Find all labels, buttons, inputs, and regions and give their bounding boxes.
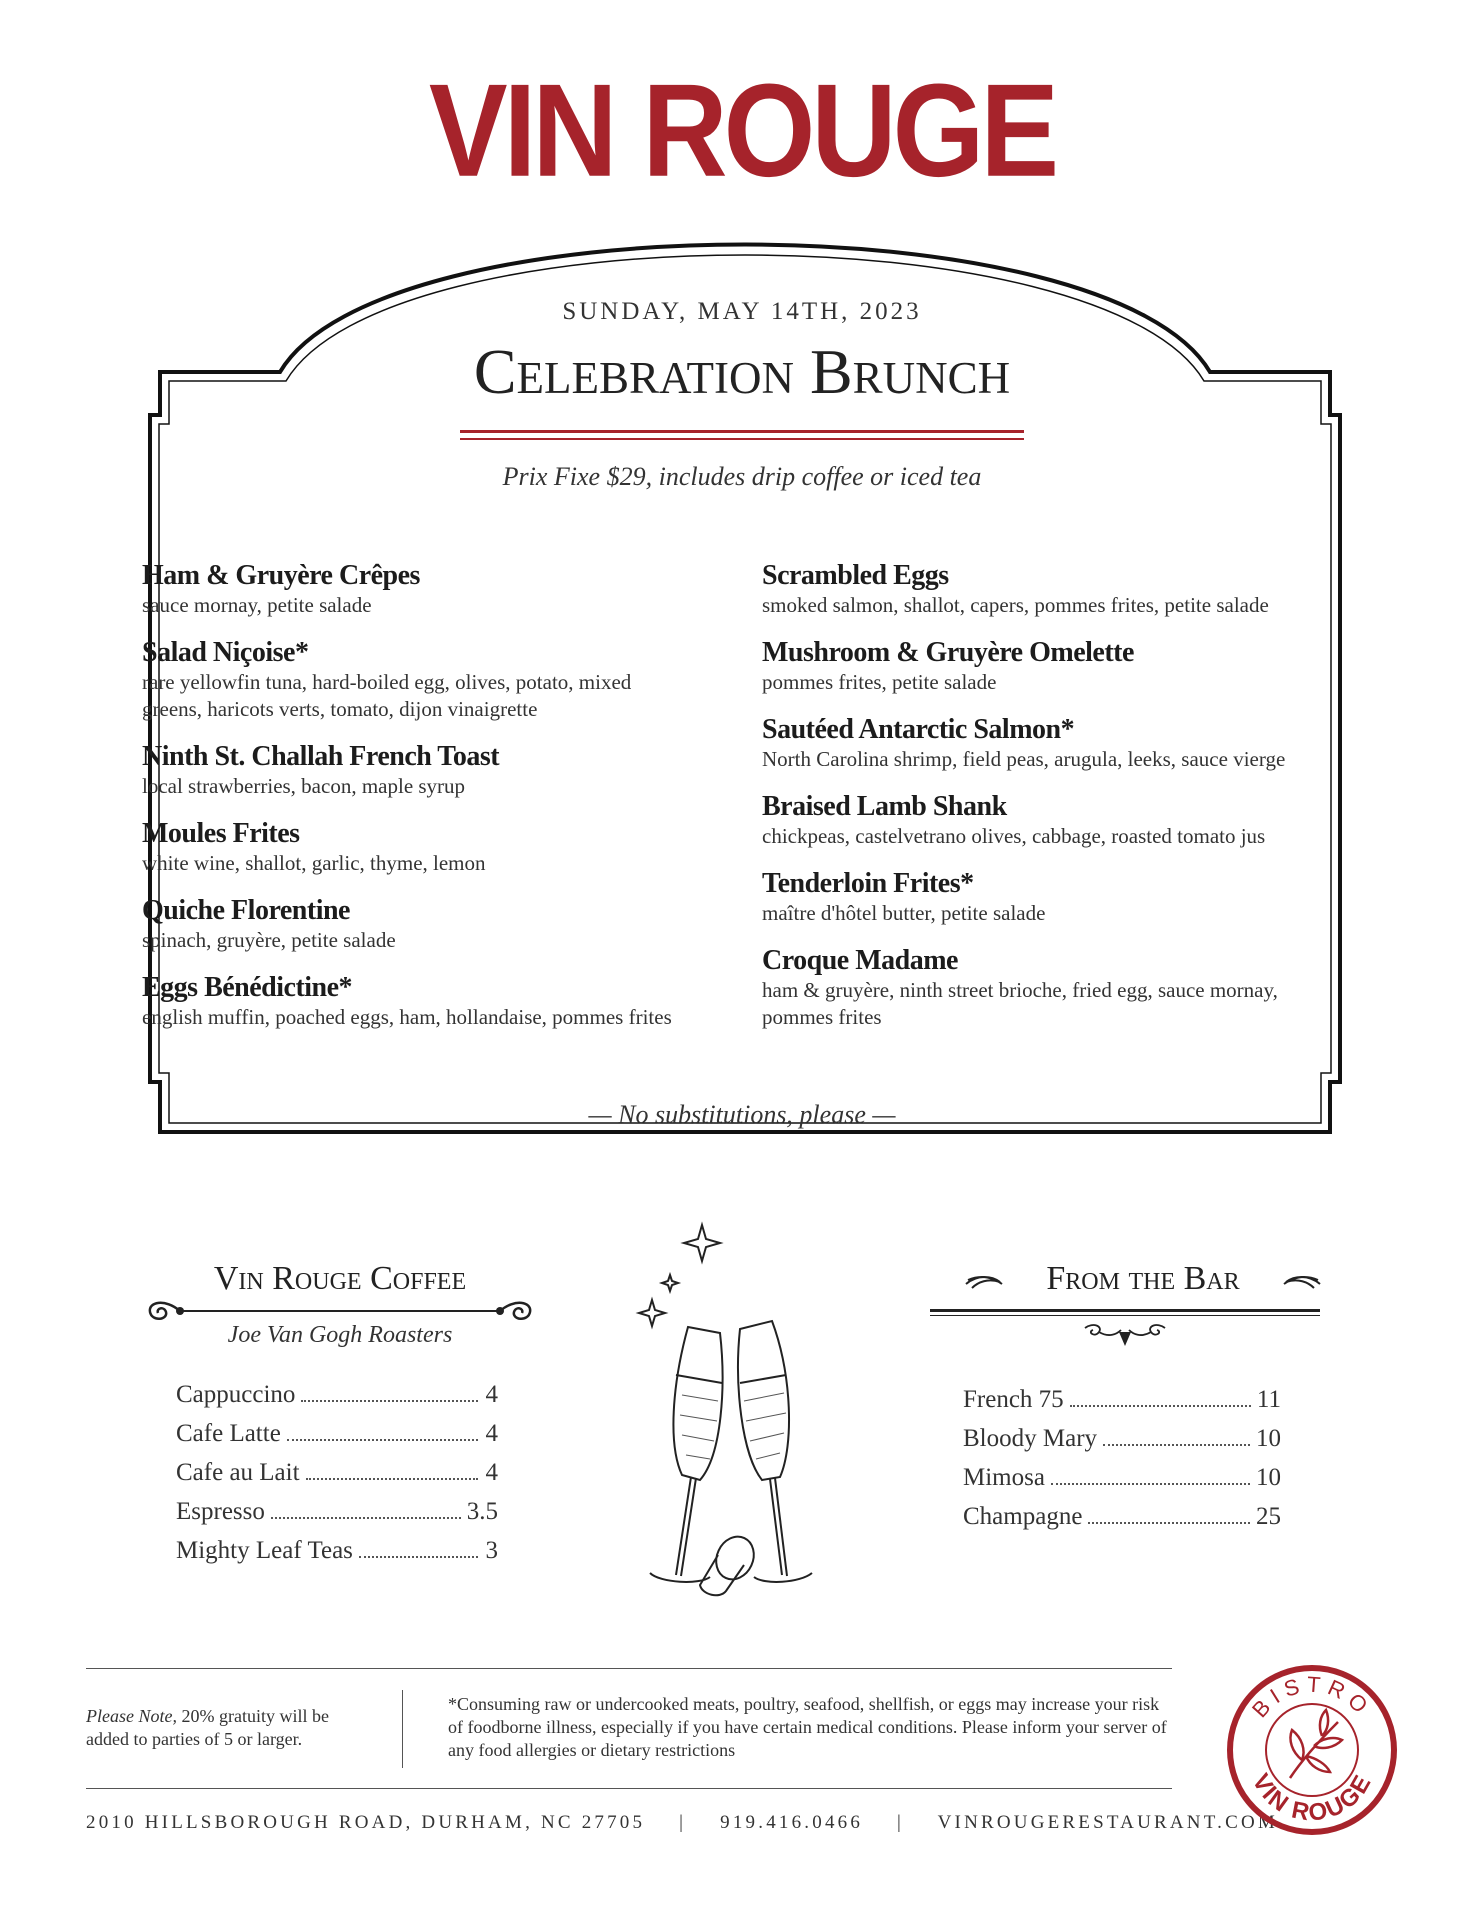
bar-price-list xyxy=(963,1380,1281,1536)
menu-item-description: maître d'hôtel butter, petite salade xyxy=(762,901,1046,925)
menu-item-description: chickpeas, castelvetrano olives, cabbage, roasted tomato jus xyxy=(762,824,1266,848)
gratuity-note-text: 20% gratuity will be added to parties of 5 or larger. xyxy=(86,1706,329,1749)
coffee-item xyxy=(176,1414,498,1453)
champagne-glasses-illustration xyxy=(630,1215,850,1610)
coffee-item-name: Cafe au Lait xyxy=(176,1459,300,1486)
menu-column-right xyxy=(762,560,1342,1049)
coffee-item xyxy=(176,1492,498,1531)
leader-dots xyxy=(287,1439,478,1441)
menu-item-description: pommes frites, petite salade xyxy=(762,670,997,694)
menu-item-description: spinach, gruyère, petite salade xyxy=(142,928,396,952)
consumption-warning: *Consuming raw or undercooked meats, poultry, seafood, shellfish, or eggs may increase your risk of foodborne illness, especially if you have certain medical conditions. Please inform your server of any food allergies or dietary restrictions xyxy=(448,1694,1167,1760)
bar-title-rule-thin xyxy=(930,1315,1320,1316)
leader-dots xyxy=(301,1400,478,1402)
bar-title-rule xyxy=(930,1309,1320,1312)
notes-bottom-rule xyxy=(86,1788,1172,1789)
leader-dots xyxy=(1070,1405,1251,1407)
bar-item-name: Bloody Mary xyxy=(963,1425,1098,1452)
menu-item-name: Sautéed Antarctic Salmon* xyxy=(762,714,1075,745)
footer-address: 2010 HILLSBOROUGH ROAD, DURHAM, NC 27705 xyxy=(86,1812,646,1833)
title-rule-bottom xyxy=(460,438,1024,440)
coffee-item-price: 4 xyxy=(485,1420,498,1447)
bar-item-name: Mimosa xyxy=(963,1464,1045,1491)
menu-item-description: local strawberries, bacon, maple syrup xyxy=(142,774,466,798)
menu-item-name: Tenderloin Frites* xyxy=(762,868,974,899)
coffee-item-name: Espresso xyxy=(176,1498,265,1525)
coffee-item-name: Cafe Latte xyxy=(176,1420,281,1447)
bar-item xyxy=(963,1380,1281,1419)
menu-item-name: Ninth St. Challah French Toast xyxy=(142,741,500,772)
menu-item xyxy=(762,714,1342,773)
coffee-price-list xyxy=(176,1375,498,1570)
menu-item-name: Salad Niçoise* xyxy=(142,637,309,668)
footer-contact xyxy=(86,1812,1278,1834)
bar-item xyxy=(963,1419,1281,1458)
title-rule-top xyxy=(460,430,1024,433)
leader-dots xyxy=(1088,1522,1250,1524)
menu-item-description: North Carolina shrimp, field peas, arugula, leeks, sauce vierge xyxy=(762,747,1286,771)
coffee-item-name: Mighty Leaf Teas xyxy=(176,1537,353,1564)
event-title: Celebration Brunch xyxy=(473,336,1011,407)
footer-website: VINROUGERESTAURANT.COM xyxy=(937,1812,1278,1833)
menu-item-name: Quiche Florentine xyxy=(142,895,350,926)
coffee-item-price: 3 xyxy=(485,1537,498,1564)
menu-item-description: rare yellowfin tuna, hard-boiled egg, olives, potato, mixed greens, haricots verts, tomato, dijon vinaigrette xyxy=(142,670,632,721)
bar-item-price: 25 xyxy=(1256,1503,1281,1530)
bar-item xyxy=(963,1458,1281,1497)
menu-item xyxy=(762,945,1342,1031)
bar-section-title: From the Bar xyxy=(1046,1260,1240,1297)
menu-item xyxy=(762,791,1342,850)
menu-item-name: Moules Frites xyxy=(142,818,300,849)
coffee-item-price: 4 xyxy=(485,1459,498,1486)
bar-item-name: Champagne xyxy=(963,1503,1083,1530)
bistro-vin-rouge-seal xyxy=(1222,1660,1402,1840)
menu-item xyxy=(762,637,1342,696)
menu-column-left xyxy=(142,560,742,1049)
menu-item-name: Scrambled Eggs xyxy=(762,560,949,591)
menu-item-description: white wine, shallot, garlic, thyme, lemon xyxy=(142,851,486,875)
coffee-item-name: Cappuccino xyxy=(176,1381,296,1408)
footer-separator: | xyxy=(679,1812,687,1833)
menu-item-name: Braised Lamb Shank xyxy=(762,791,1007,822)
menu-item-name: Eggs Bénédictine* xyxy=(142,972,353,1003)
menu-item xyxy=(142,972,742,1031)
footer-phone: 919.416.0466 xyxy=(720,1812,864,1833)
coffee-item xyxy=(176,1453,498,1492)
menu-item-name: Croque Madame xyxy=(762,945,958,976)
gratuity-note xyxy=(86,1705,376,1751)
no-substitutions-note: — No substitutions, please — xyxy=(588,1100,896,1129)
menu-item-description: english muffin, poached eggs, ham, hollandaise, pommes frites xyxy=(142,1005,672,1029)
seal-top-text: BISTRO xyxy=(1247,1671,1377,1723)
menu-item-description: sauce mornay, petite salade xyxy=(142,593,372,617)
leader-dots xyxy=(271,1517,461,1519)
menu-item xyxy=(142,818,742,877)
bar-item-name: French 75 xyxy=(963,1386,1064,1413)
coffee-item xyxy=(176,1375,498,1414)
menu-item xyxy=(142,637,742,723)
leader-dots xyxy=(1103,1444,1250,1446)
coffee-roaster: Joe Van Gogh Roasters xyxy=(227,1322,453,1348)
leader-dots xyxy=(1051,1483,1250,1485)
menu-item-name: Ham & Gruyère Crêpes xyxy=(142,560,420,591)
seal-bottom-text: VIN ROUGE xyxy=(1246,1769,1378,1827)
bar-item-price: 10 xyxy=(1256,1425,1281,1452)
menu-item xyxy=(142,741,742,800)
menu-item-description: ham & gruyère, ninth street brioche, fried egg, sauce mornay, pommes frites xyxy=(762,978,1278,1029)
menu-item xyxy=(762,868,1342,927)
gratuity-note-lead: Please Note, xyxy=(86,1706,177,1726)
menu-item-description: smoked salmon, shallot, capers, pommes frites, petite salade xyxy=(762,593,1269,617)
bar-scroll-ornament xyxy=(1075,1320,1175,1348)
coffee-item xyxy=(176,1531,498,1570)
bar-item xyxy=(963,1497,1281,1536)
menu-item xyxy=(142,895,742,954)
leader-dots xyxy=(306,1478,478,1480)
coffee-item-price: 3.5 xyxy=(466,1498,498,1525)
menu-item-name: Mushroom & Gruyère Omelette xyxy=(762,637,1134,668)
coffee-section-title: Vin Rouge Coffee xyxy=(213,1260,467,1297)
bar-item-price: 11 xyxy=(1256,1386,1281,1413)
leader-dots xyxy=(359,1556,478,1558)
footer-separator: | xyxy=(897,1812,905,1833)
notes-top-rule xyxy=(86,1668,1172,1669)
notes-divider xyxy=(402,1690,403,1768)
event-date: SUNDAY, MAY 14TH, 2023 xyxy=(562,298,922,325)
bar-item-price: 10 xyxy=(1256,1464,1281,1491)
coffee-item-price: 4 xyxy=(485,1381,498,1408)
prix-fixe-note: Prix Fixe $29, includes drip coffee or iced tea xyxy=(502,462,982,491)
menu-item xyxy=(762,560,1342,619)
menu-item xyxy=(142,560,742,619)
grapevine-sprig-icon xyxy=(1290,1710,1342,1778)
brand-logo: VIN ROUGE xyxy=(428,57,1056,205)
